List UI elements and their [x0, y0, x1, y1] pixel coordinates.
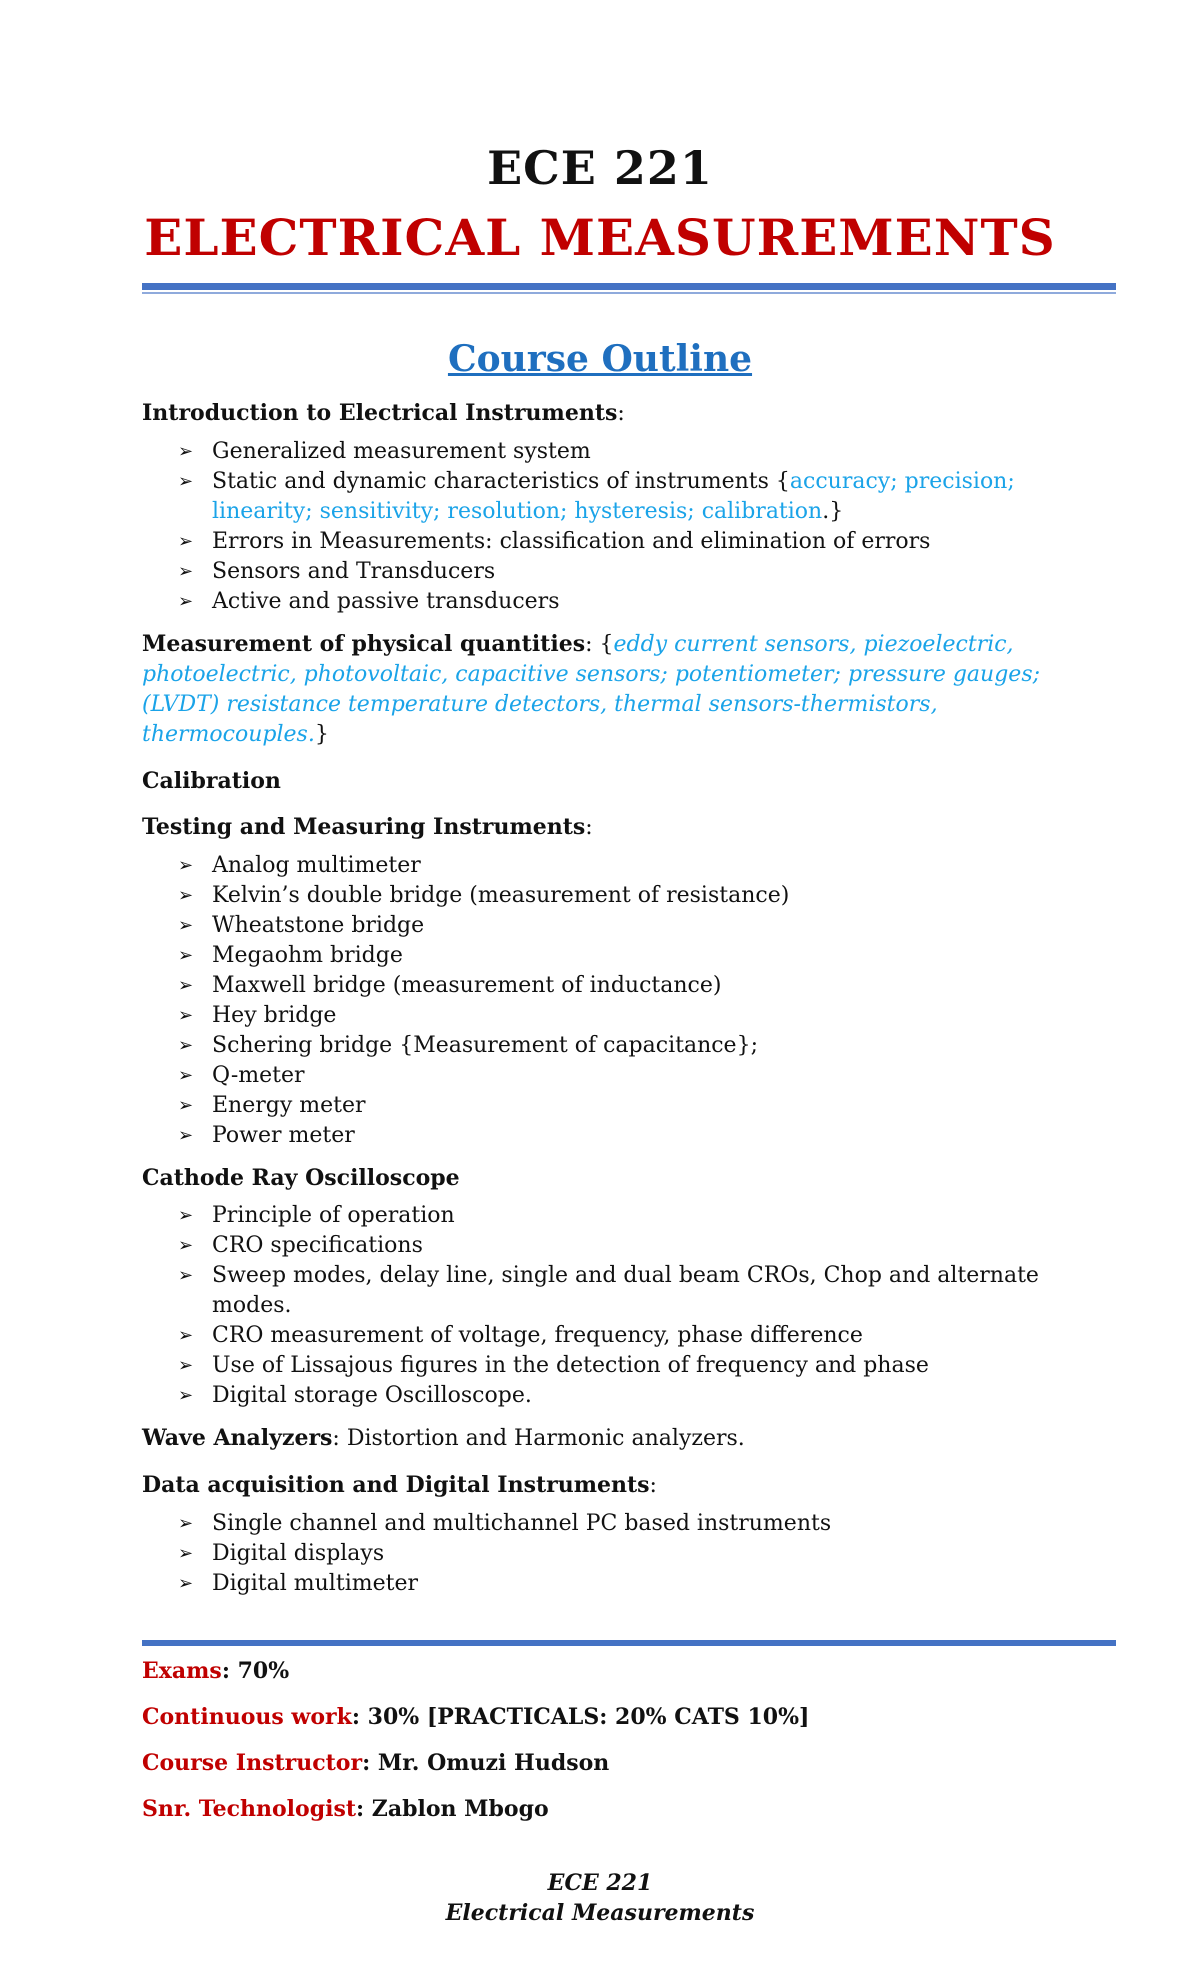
section-daq-heading	[142, 1470, 1116, 1501]
section-testing-title: Testing and Measuring Instruments	[142, 814, 586, 840]
course-info	[142, 1656, 1116, 1840]
cro-list	[142, 1201, 1116, 1411]
list-item	[178, 1091, 1116, 1121]
intro-list	[142, 437, 1116, 617]
cro-item-text: Digital storage Oscilloscope.	[212, 1383, 532, 1408]
arrow-bullet-icon: ➢	[178, 1035, 194, 1056]
list-item	[178, 1061, 1116, 1091]
testing-item-text: Schering bridge {Measurement of capacitance};	[212, 1033, 758, 1058]
intro-item-text: Static and dynamic characteristics of instruments {	[212, 469, 790, 494]
arrow-bullet-icon: ➢	[178, 1385, 194, 1406]
intro-item-text: Sensors and Transducers	[212, 559, 496, 584]
list-item	[178, 1539, 1116, 1569]
technologist-line	[142, 1794, 1116, 1824]
section-physical-suffix: }	[314, 722, 329, 747]
arrow-bullet-icon: ➢	[178, 1235, 194, 1256]
list-item	[178, 1261, 1116, 1321]
section-wave	[142, 1423, 1116, 1454]
spacer	[142, 796, 1116, 812]
list-item	[178, 467, 1116, 527]
section-intro-title: Introduction to Electrical Instruments	[142, 400, 618, 426]
arrow-bullet-icon: ➢	[178, 1543, 194, 1564]
course-code: ECE 221	[487, 141, 713, 195]
list-item	[178, 1001, 1116, 1031]
arrow-bullet-icon: ➢	[178, 975, 194, 996]
list-item	[178, 941, 1116, 971]
testing-item-text: Energy meter	[212, 1093, 366, 1118]
testing-item-text: Wheatstone bridge	[212, 913, 425, 938]
arrow-bullet-icon: ➢	[178, 915, 194, 936]
top-divider-shadow	[142, 292, 1116, 294]
testing-item-text: Kelvin’s double bridge (measurement of resistance)	[212, 883, 790, 908]
arrow-bullet-icon: ➢	[178, 1513, 194, 1534]
list-item	[178, 437, 1116, 467]
intro-item-text: Errors in Measurements: classification and elimination of errors	[212, 529, 931, 554]
testing-item-text: Power meter	[212, 1123, 355, 1148]
instructor-label: Course Instructor	[142, 1750, 363, 1776]
list-item	[178, 1351, 1116, 1381]
outline-content	[142, 398, 1116, 1611]
characteristics-list: accuracy; precision; linearity; sensitivity; resolution; hysteresis; calibration	[212, 469, 1015, 524]
daq-item-text: Single channel and multichannel PC based instruments	[212, 1511, 832, 1536]
testing-item-text: Q-meter	[212, 1063, 305, 1088]
section-daq-colon: :	[649, 1473, 657, 1498]
testing-item-text: Analog multimeter	[212, 853, 421, 878]
cro-item-text: CRO measurement of voltage, frequency, phase difference	[212, 1323, 863, 1348]
list-item	[178, 971, 1116, 1001]
arrow-bullet-icon: ➢	[178, 1325, 194, 1346]
section-wave-detail: : Distortion and Harmonic analyzers.	[332, 1426, 745, 1451]
arrow-bullet-icon: ➢	[178, 531, 194, 552]
testing-list	[142, 851, 1116, 1151]
daq-list	[142, 1509, 1116, 1599]
arrow-bullet-icon: ➢	[178, 1095, 194, 1116]
section-cro-title: Cathode Ray Oscilloscope	[142, 1165, 460, 1191]
exams-value: : 70%	[221, 1658, 290, 1684]
testing-item-text: Hey bridge	[212, 1003, 337, 1028]
list-item	[178, 851, 1116, 881]
section-testing-heading	[142, 812, 1116, 843]
technologist-value: : Zablon Mbogo	[356, 1796, 549, 1822]
section-physical-prefix: : {	[585, 632, 614, 657]
cro-item-text: Principle of operation	[212, 1203, 455, 1228]
footer-course-title: Electrical Measurements	[445, 1900, 755, 1926]
arrow-bullet-icon: ➢	[178, 1355, 194, 1376]
arrow-bullet-icon: ➢	[178, 561, 194, 582]
instructor-value: : Mr. Omuzi Hudson	[362, 1750, 610, 1776]
arrow-bullet-icon: ➢	[178, 441, 194, 462]
page-footer	[0, 1868, 1200, 1928]
list-item	[178, 587, 1116, 617]
list-item	[178, 881, 1116, 911]
list-item	[178, 1231, 1116, 1261]
arrow-bullet-icon: ➢	[178, 1265, 194, 1286]
physical-sensors-list: eddy current sensors, piezoelectric, photoelectric, photovoltaic, capacitive sensors; potentiometer; pressure gauges; (LVDT) resistance temperature detectors, thermal sensors-thermistors, thermocouples.	[142, 632, 1041, 747]
spacer	[142, 1454, 1116, 1470]
list-item	[178, 1031, 1116, 1061]
intro-item-text: Active and passive transducers	[212, 589, 560, 614]
arrow-bullet-icon: ➢	[178, 1205, 194, 1226]
continuous-work-label: Continuous work	[142, 1704, 352, 1730]
instructor-line	[142, 1748, 1116, 1778]
list-item	[178, 1321, 1116, 1351]
daq-item-text: Digital multimeter	[212, 1571, 418, 1596]
intro-item-text: .}	[822, 499, 844, 524]
list-item	[178, 1509, 1116, 1539]
arrow-bullet-icon: ➢	[178, 1125, 194, 1146]
technologist-label: Snr. Technologist	[142, 1796, 356, 1822]
list-item	[178, 557, 1116, 587]
section-wave-title: Wave Analyzers	[142, 1425, 333, 1451]
arrow-bullet-icon: ➢	[178, 945, 194, 966]
cro-item-text: Sweep modes, delay line, single and dual beam CROs, Chop and alternate modes.	[212, 1263, 1039, 1318]
top-divider	[142, 283, 1116, 290]
footer-course-code: ECE 221	[547, 1870, 653, 1896]
cro-item-text: Use of Lissajous figures in the detection of frequency and phase	[212, 1353, 929, 1378]
section-testing-colon: :	[585, 815, 593, 840]
section-physical-title: Measurement of physical quantities	[142, 631, 586, 657]
intro-item-text: Generalized measurement system	[212, 439, 591, 464]
list-item	[178, 911, 1116, 941]
list-item	[178, 1121, 1116, 1151]
arrow-bullet-icon: ➢	[178, 1005, 194, 1026]
course-title: ELECTRICAL MEASUREMENTS	[144, 208, 1056, 267]
cro-item-text: CRO specifications	[212, 1233, 423, 1258]
list-item	[178, 1569, 1116, 1599]
section-physical	[142, 629, 1116, 750]
arrow-bullet-icon: ➢	[178, 471, 194, 492]
section-calibration-title: Calibration	[142, 768, 281, 794]
exams-line	[142, 1656, 1116, 1686]
arrow-bullet-icon: ➢	[178, 1065, 194, 1086]
list-item	[178, 527, 1116, 557]
spacer	[142, 750, 1116, 766]
arrow-bullet-icon: ➢	[178, 591, 194, 612]
continuous-work-value: : 30% [PRACTICALS: 20% CATS 10%]	[351, 1704, 810, 1730]
testing-item-text: Megaohm bridge	[212, 943, 403, 968]
list-item	[178, 1381, 1116, 1411]
section-daq-title: Data acquisition and Digital Instruments	[142, 1472, 650, 1498]
continuous-work-line	[142, 1702, 1116, 1732]
list-item	[178, 1201, 1116, 1231]
daq-item-text: Digital displays	[212, 1541, 385, 1566]
testing-item-text: Maxwell bridge (measurement of inductance)	[212, 973, 722, 998]
section-intro-heading	[142, 398, 1116, 429]
arrow-bullet-icon: ➢	[178, 855, 194, 876]
arrow-bullet-icon: ➢	[178, 885, 194, 906]
bottom-divider	[142, 1640, 1116, 1646]
section-intro-colon: :	[617, 401, 625, 426]
arrow-bullet-icon: ➢	[178, 1573, 194, 1594]
outline-heading: Course Outline	[447, 338, 753, 380]
exams-label: Exams	[142, 1658, 222, 1684]
